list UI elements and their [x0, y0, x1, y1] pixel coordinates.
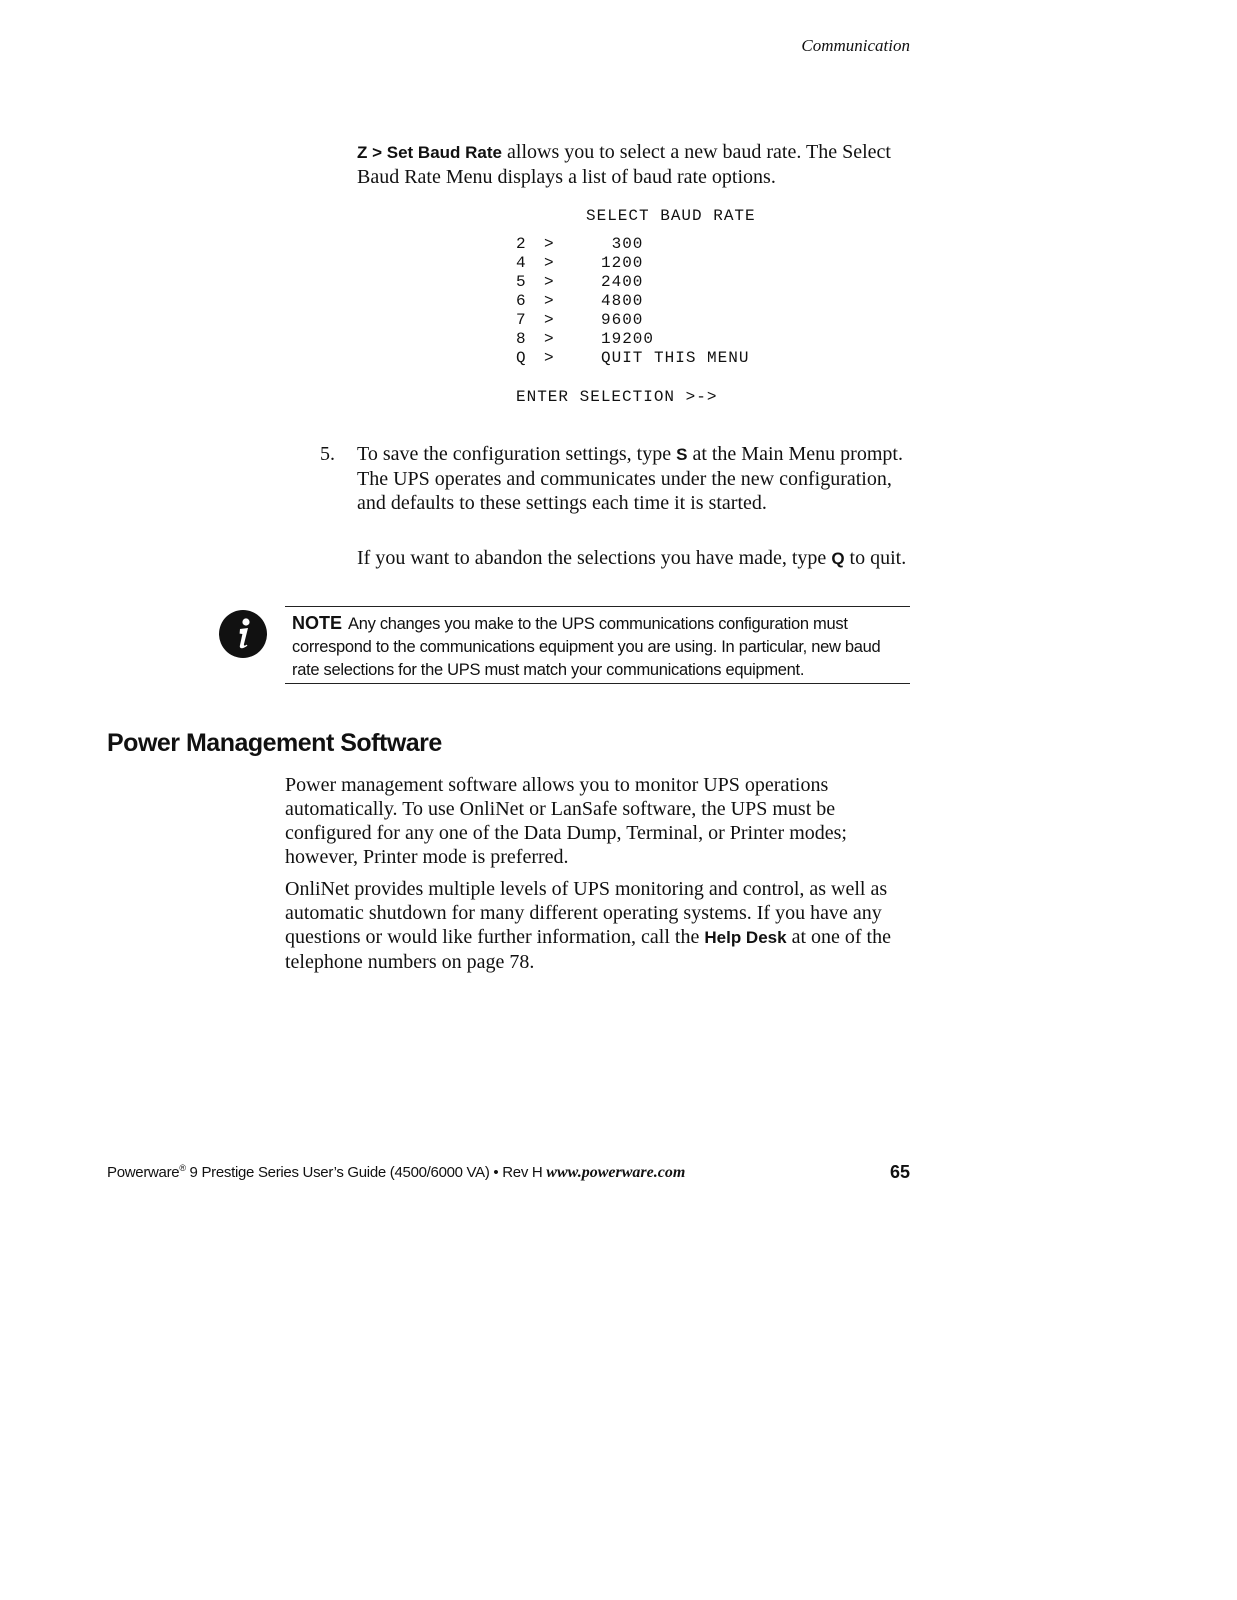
option-value: 1200 — [601, 254, 644, 272]
power-management-paragraph-2 — [285, 877, 915, 974]
option-arrow: > — [544, 273, 555, 291]
section-heading: Power Management Software — [107, 729, 442, 757]
option-key: 8 — [516, 330, 527, 348]
option-key: 2 — [516, 235, 527, 253]
menu-title: SELECT BAUD RATE — [586, 207, 756, 225]
option-value: QUIT THIS MENU — [601, 349, 750, 367]
abandon-text-part: If you want to abandon the selections you have made, type — [357, 547, 832, 569]
footer-brand: Powerware — [107, 1164, 180, 1181]
option-value: 4800 — [601, 292, 644, 310]
baud-rate-description: allows you to select a new baud rate. The Select Baud Rate Menu displays a list of baud rate options. — [357, 141, 891, 188]
option-value: 300 — [601, 235, 644, 253]
option-key: 5 — [516, 273, 527, 291]
baud-command-label: Z > Set Baud Rate — [357, 143, 503, 162]
step-text-part: To save the configuration settings, type — [357, 443, 677, 465]
option-arrow: > — [544, 311, 555, 329]
power-management-paragraph-1: Power management software allows you to monitor UPS operations automatically. To use OnliNet or LanSafe software, the UPS must be configured for any one of the Data Dump, Terminal, or Printer modes; however, Printer mode is preferred. — [285, 774, 847, 868]
registered-mark: ® — [179, 1163, 186, 1173]
footer-guide: 9 Prestige Series User’s Guide (4500/6000 VA) • Rev H — [185, 1164, 547, 1181]
help-desk-label: Help Desk — [704, 928, 787, 947]
option-key: Q — [516, 349, 527, 367]
option-key: 6 — [516, 292, 527, 310]
option-value: 9600 — [601, 311, 644, 329]
option-arrow: > — [544, 235, 555, 253]
abandon-text-part: to quit. — [844, 547, 907, 569]
note-body: Any changes you make to the UPS communications configuration must correspond to the communications equipment you are using. In particular, new baud rate selections for the UPS must match your communications equipment. — [292, 615, 881, 679]
note-text — [292, 612, 908, 682]
quit-key: Q — [831, 549, 845, 568]
note-label: NOTE — [292, 613, 343, 633]
footer-url: www.powerware.com — [546, 1164, 686, 1181]
footer-guide-title — [107, 1163, 685, 1182]
paragraph-text-part: OnliNet provides multiple levels of UPS monitoring and control, as well as automatic shutdown for many different operating systems. If you have any questions or would like further information, call the — [285, 878, 888, 948]
menu-prompt: ENTER SELECTION >-> — [516, 388, 718, 406]
abandon-text — [357, 546, 912, 571]
page-number: 65 — [889, 1162, 910, 1182]
option-arrow: > — [544, 330, 555, 348]
option-value: 2400 — [601, 273, 644, 291]
save-key: S — [676, 445, 688, 464]
step-number: 5. — [320, 443, 335, 465]
running-head: Communication — [801, 36, 910, 55]
option-key: 7 — [516, 311, 527, 329]
paragraph-text-part: at one of the telephone numbers on page 78. — [285, 926, 891, 973]
option-arrow: > — [544, 349, 555, 367]
option-arrow: > — [544, 292, 555, 310]
step-text-part: at the Main Menu prompt. The UPS operates and communicates under the new configuration, and defaults to these settings each time it is started. — [357, 443, 903, 514]
option-key: 4 — [516, 254, 527, 272]
baud-rate-paragraph — [357, 140, 917, 189]
info-icon — [219, 610, 267, 658]
step-5-text — [357, 442, 912, 515]
option-arrow: > — [544, 254, 555, 272]
option-value: 19200 — [601, 330, 655, 348]
